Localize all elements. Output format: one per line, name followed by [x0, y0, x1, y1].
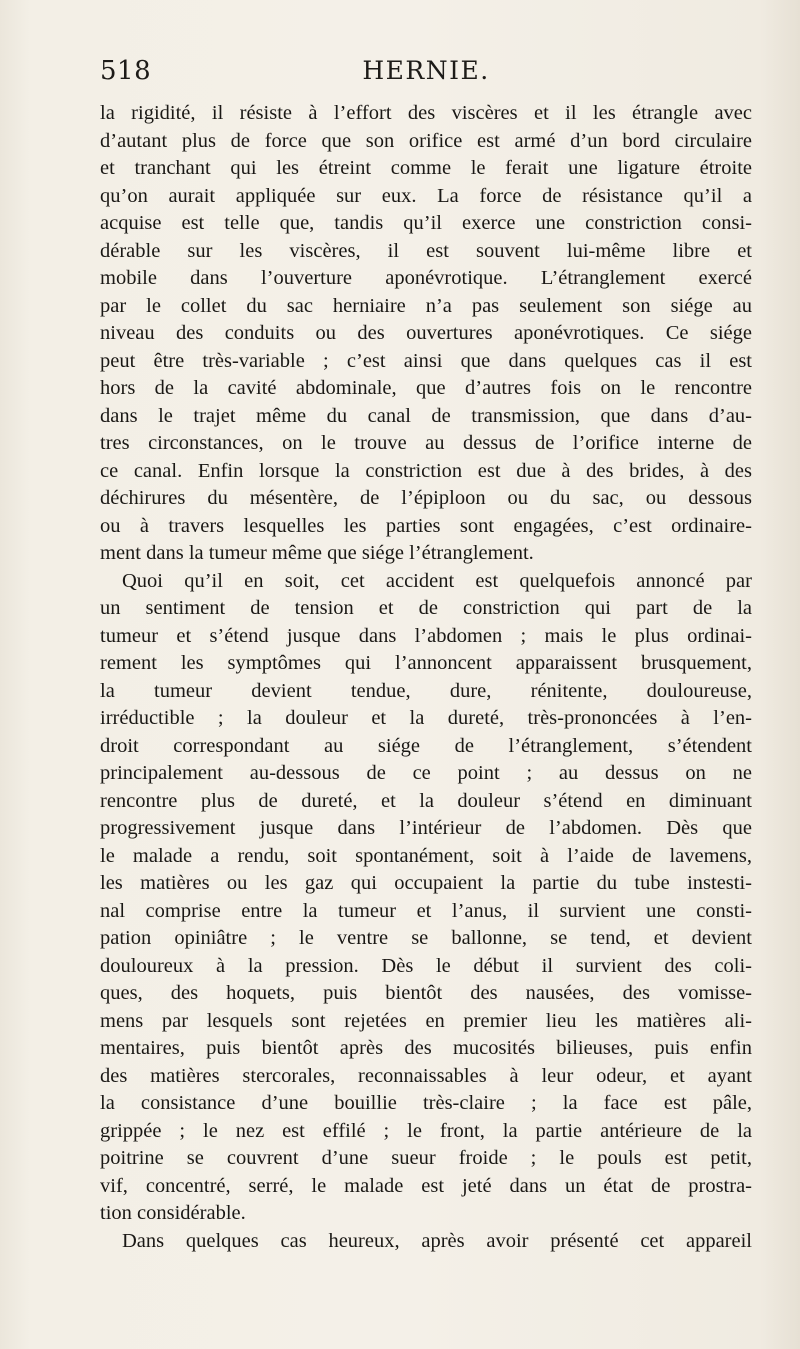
text-line: tumeur et s’étend jusque dans l’abdomen ; mais le plus ordinai- [100, 624, 752, 647]
text-line: ou à travers lesquelles les parties sont engagées, c’est ordinaire- [100, 514, 752, 537]
text-line: des matières stercorales, reconnaissables à leur odeur, et ayant [100, 1064, 752, 1087]
text-line: ce canal. Enfin lorsque la constriction est due à des brides, à des [100, 459, 752, 482]
text-line: d’autant plus de force que son orifice est armé d’un bord circulaire [100, 129, 752, 152]
page-number: 518 [100, 56, 152, 86]
text-line: et tranchant qui les étreint comme le ferait une ligature étroite [100, 157, 752, 179]
text-line: qu’on aurait appliquée sur eux. La force de résistance qu’il a [100, 184, 752, 207]
text-line: mens par lesquels sont rejetées en premier lieu les matières ali- [100, 1009, 752, 1032]
page-header [100, 52, 752, 92]
paragraph-start-line: Quoi qu’il en soit, cet accident est quelquefois annoncé par [122, 569, 752, 592]
text-line: grippée ; le nez est effilé ; le front, la partie antérieure de la [100, 1119, 752, 1142]
text-line: un sentiment de tension et de constriction qui part de la [100, 597, 752, 619]
text-line: niveau des conduits ou des ouvertures aponévrotiques. Ce siége [100, 322, 752, 344]
running-head: HERNIE. [362, 56, 490, 85]
text-line: acquise est telle que, tandis qu’il exerce une constriction consi- [100, 212, 752, 234]
text-line: principalement au-dessous de ce point ; au dessus on ne [100, 762, 752, 784]
paragraph-start-line: Dans quelques cas heureux, après avoir présenté cet appareil [122, 1229, 752, 1252]
text-line: hors de la cavité abdominale, que d’autres fois on le rencontre [100, 377, 752, 399]
text-line: rencontre plus de dureté, et la douleur s’étend en diminuant [100, 789, 752, 812]
text-line: dans le trajet même du canal de transmission, que dans d’au- [100, 404, 752, 427]
text-line: les matières ou les gaz qui occupaient la partie du tube instesti- [100, 872, 752, 894]
text-line: par le collet du sac herniaire n’a pas seulement son siége au [100, 294, 752, 317]
paragraph-end-line: ment dans la tumeur même que siége l’étranglement. [100, 542, 534, 564]
text-line: mobile dans l’ouverture aponévrotique. L’étranglement exercé [100, 267, 752, 289]
text-line: douloureux à la pression. Dès le début il survient des coli- [100, 954, 752, 977]
paragraph-end-line: tion considérable. [100, 1202, 246, 1224]
text-line: rement les symptômes qui l’annoncent apparaissent brusquement, [100, 652, 752, 674]
text-line: irréductible ; la douleur et la dureté, très-prononcées à l’en- [100, 707, 752, 729]
text-line: progressivement jusque dans l’intérieur de l’abdomen. Dès que [100, 817, 752, 839]
text-line: le malade a rendu, soit spontanément, soit à l’aide de lavemens, [100, 844, 752, 867]
text-line: la tumeur devient tendue, dure, rénitente, douloureuse, [100, 679, 752, 702]
text-line: ques, des hoquets, puis bientôt des nausées, des vomisse- [100, 982, 752, 1004]
body-text [100, 100, 752, 1255]
text-line: tres circonstances, on le trouve au dessus de l’orifice interne de [100, 432, 752, 454]
text-line: nal comprise entre la tumeur et l’anus, il survient une consti- [100, 899, 752, 922]
text-line: dérable sur les viscères, il est souvent lui-même libre et [100, 239, 752, 262]
text-line: la consistance d’une bouillie très-claire ; la face est pâle, [100, 1092, 752, 1114]
text-line: poitrine se couvrent d’une sueur froide ; le pouls est petit, [100, 1147, 752, 1169]
text-line: peut être très-variable ; c’est ainsi que dans quelques cas il est [100, 349, 752, 372]
text-line: déchirures du mésentère, de l’épiploon ou du sac, ou dessous [100, 487, 752, 509]
text-line: pation opiniâtre ; le ventre se ballonne, se tend, et devient [100, 927, 752, 949]
text-line: la rigidité, il résiste à l’effort des viscères et il les étrangle avec [100, 102, 752, 124]
text-line: vif, concentré, serré, le malade est jeté dans un état de prostra- [100, 1174, 752, 1197]
text-line: mentaires, puis bientôt après des mucosités bilieuses, puis enfin [100, 1037, 752, 1059]
text-line: droit correspondant au siége de l’étranglement, s’étendent [100, 734, 752, 757]
